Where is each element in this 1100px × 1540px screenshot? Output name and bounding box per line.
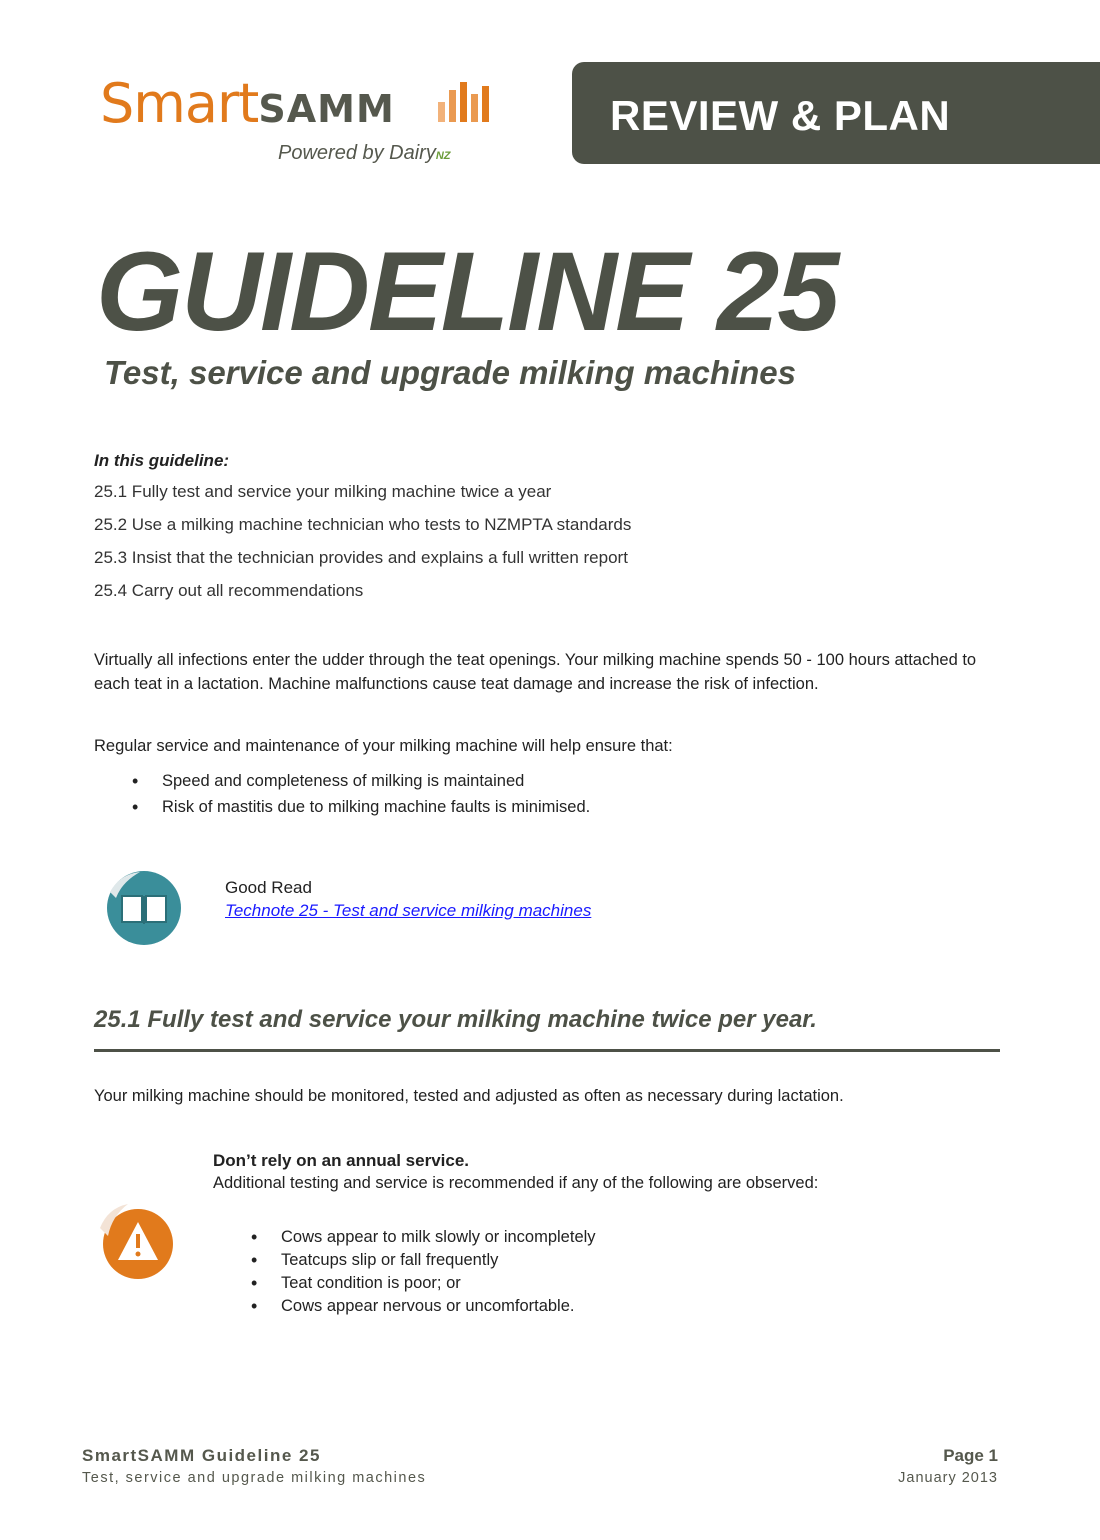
review-plan-banner [572, 62, 1100, 164]
powered-by-text: Powered by Dairy [278, 142, 436, 164]
banner-label: REVIEW & PLAN [610, 92, 951, 139]
good-read-label: Good Read [225, 878, 312, 897]
section-heading: 25.1 Fully test and service your milking machine twice per year. [94, 1006, 817, 1033]
toc-item: 25.1 Fully test and service your milking machine twice a year [94, 482, 552, 501]
toc-item: 25.2 Use a milking machine technician who tests to NZMPTA standards [94, 515, 632, 534]
list-item: • Cows appear to milk slowly or incompletely [281, 1226, 596, 1249]
toc-heading: In this guideline: [94, 451, 230, 470]
bar-chart-icon [436, 76, 496, 126]
list-item: • Teatcups slip or fall frequently [281, 1249, 596, 1272]
logo-samm-text: SAMM [258, 87, 395, 131]
page-title: GUIDELINE 25 [96, 229, 838, 354]
logo-powered-by [278, 142, 451, 165]
intro-paragraph: Virtually all infections enter the udder through the teat openings. Your milking machine spends 50 - 100 hours attached to each teat in a lactation. Machine malfunctions cause teat damage and increase the risk of infection. [94, 651, 977, 693]
technote-link[interactable]: Technote 25 - Test and service milking machines [225, 901, 592, 920]
list-item: • Teat condition is poor; or [281, 1272, 596, 1295]
nz-text: NZ [435, 150, 451, 162]
toc-item: 25.4 Carry out all recommendations [94, 581, 364, 600]
smartsamm-logo [100, 72, 520, 182]
footer-doc-title: SmartSAMM Guideline 25 [82, 1446, 321, 1465]
footer-page-number: Page 1 [943, 1446, 998, 1465]
section-divider [94, 1049, 1000, 1052]
toc-item: 25.3 Insist that the technician provides and explains a full written report [94, 548, 628, 567]
intro-paragraph-2: Regular service and maintenance of your milking machine will help ensure that: [94, 737, 673, 755]
logo-wordmark [100, 72, 395, 135]
page-subtitle: Test, service and upgrade milking machines [104, 354, 797, 391]
warning-text: Additional testing and service is recommended if any of the following are observed: [213, 1174, 819, 1192]
section-paragraph: Your milking machine should be monitored, tested and adjusted as often as necessary during lactation. [94, 1087, 844, 1105]
list-item: • Cows appear nervous or uncomfortable. [281, 1295, 596, 1318]
book-icon [100, 868, 188, 948]
list-item: • Speed and completeness of milking is maintained [162, 768, 590, 794]
warning-bullet-list [281, 1226, 596, 1318]
footer-doc-subtitle: Test, service and upgrade milking machines [82, 1470, 427, 1486]
warning-icon [94, 1198, 180, 1284]
warning-title: Don’t rely on an annual service. [213, 1151, 470, 1170]
list-item: • Risk of mastitis due to milking machine faults is minimised. [162, 794, 590, 820]
logo-smart-text: Smart [100, 72, 259, 135]
footer-date: January 2013 [898, 1470, 998, 1486]
intro-bullet-list [162, 768, 590, 820]
